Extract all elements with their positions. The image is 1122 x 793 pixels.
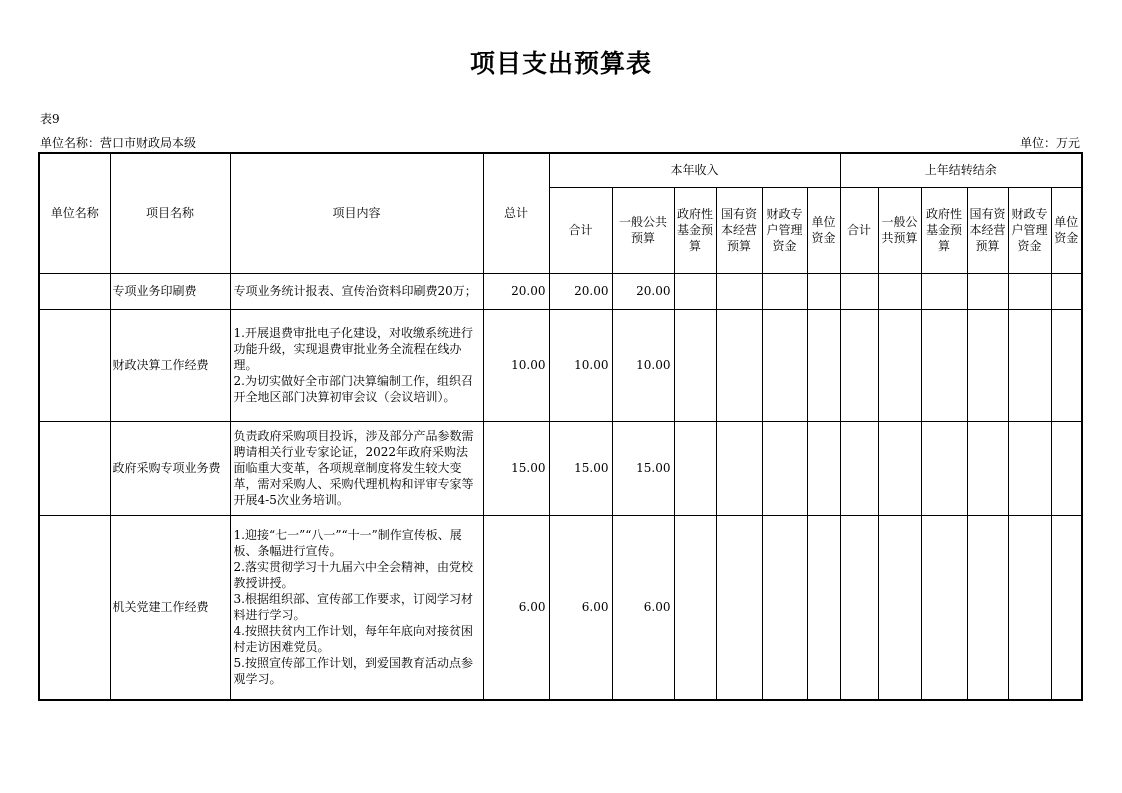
row-unit [39, 309, 110, 421]
table-number: 表9 [40, 112, 60, 126]
header-col: 合计 [549, 187, 612, 273]
row-general: 10.00 [612, 309, 674, 421]
header-last-year: 上年结转结余 [840, 153, 1082, 187]
row-project-name: 政府采购专项业务费 [110, 421, 230, 515]
row-unit [39, 273, 110, 309]
header-total: 总计 [483, 153, 549, 273]
table-row [39, 515, 1082, 700]
unit-name-label: 单位名称：营口市财政局本级 [40, 136, 197, 150]
header-col: 一般公共预算 [612, 187, 674, 273]
header-row-1 [39, 153, 1082, 187]
header-col: 单位资金 [807, 187, 840, 273]
header-col: 政府性基金预算 [921, 187, 967, 273]
row-content: 1.开展退费审批电子化建设，对收缴系统进行功能升级，实现退费审批业务全流程在线办理。 2.为切实做好全市部门决算编制工作，组织召开全地区部门决算初审会议（会议培训）。 [230, 309, 483, 421]
row-total: 20.00 [483, 273, 549, 309]
header-unit-name: 单位名称 [39, 153, 110, 273]
row-project-name: 专项业务印刷费 [110, 273, 230, 309]
row-unit [39, 515, 110, 700]
table-row [39, 309, 1082, 421]
header-col: 政府性基金预算 [674, 187, 716, 273]
header-project-name: 项目名称 [110, 153, 230, 273]
header-col: 一般公共预算 [878, 187, 921, 273]
header-col: 财政专户管理资金 [1008, 187, 1051, 273]
header-col: 国有资本经营预算 [716, 187, 762, 273]
row-general: 6.00 [612, 515, 674, 700]
unit-label: 单位：万元 [1019, 136, 1080, 150]
row-total: 10.00 [483, 309, 549, 421]
row-content: 负责政府采购项目投诉，涉及部分产品参数需聘请相关行业专家论证，2022年政府采购法面临重大变革，各项规章制度将发生较大变革，需对采购人、采购代理机构和评审专家等开展4-5次业务培训。 [230, 421, 483, 515]
row-content: 专项业务统计报表、宣传治资料印刷费20万； [230, 273, 483, 309]
table-row [39, 273, 1082, 309]
row-project-name: 财政决算工作经费 [110, 309, 230, 421]
row-project-name: 机关党建工作经费 [110, 515, 230, 700]
page-title: 项目支出预算表 [469, 49, 652, 78]
header-this-year: 本年收入 [549, 153, 840, 187]
header-col: 国有资本经营预算 [967, 187, 1008, 273]
row-total: 6.00 [483, 515, 549, 700]
header-col: 合计 [840, 187, 878, 273]
row-sum: 15.00 [549, 421, 612, 515]
budget-table [38, 152, 1083, 701]
header-col: 财政专户管理资金 [762, 187, 807, 273]
header-col: 单位资金 [1051, 187, 1082, 273]
row-sum: 10.00 [549, 309, 612, 421]
row-general: 15.00 [612, 421, 674, 515]
row-general: 20.00 [612, 273, 674, 309]
row-unit [39, 421, 110, 515]
row-sum: 6.00 [549, 515, 612, 700]
row-total: 15.00 [483, 421, 549, 515]
header-content: 项目内容 [230, 153, 483, 273]
row-sum: 20.00 [549, 273, 612, 309]
table-row [39, 421, 1082, 515]
row-content: 1.迎接“七一”“八一”“十一”制作宣传板、展板、条幅进行宣传。 2.落实贯彻学习十九届六中全会精神，由党校教授讲授。 3.根据组织部、宣传部工作要求，订阅学习材料进行学习。 4.按照扶贫内工作计划，每年年底向对接贫困村走访困难党员。 5.按照宣传部工作计划，到爱国教育活动点参观学习。 [230, 515, 483, 700]
